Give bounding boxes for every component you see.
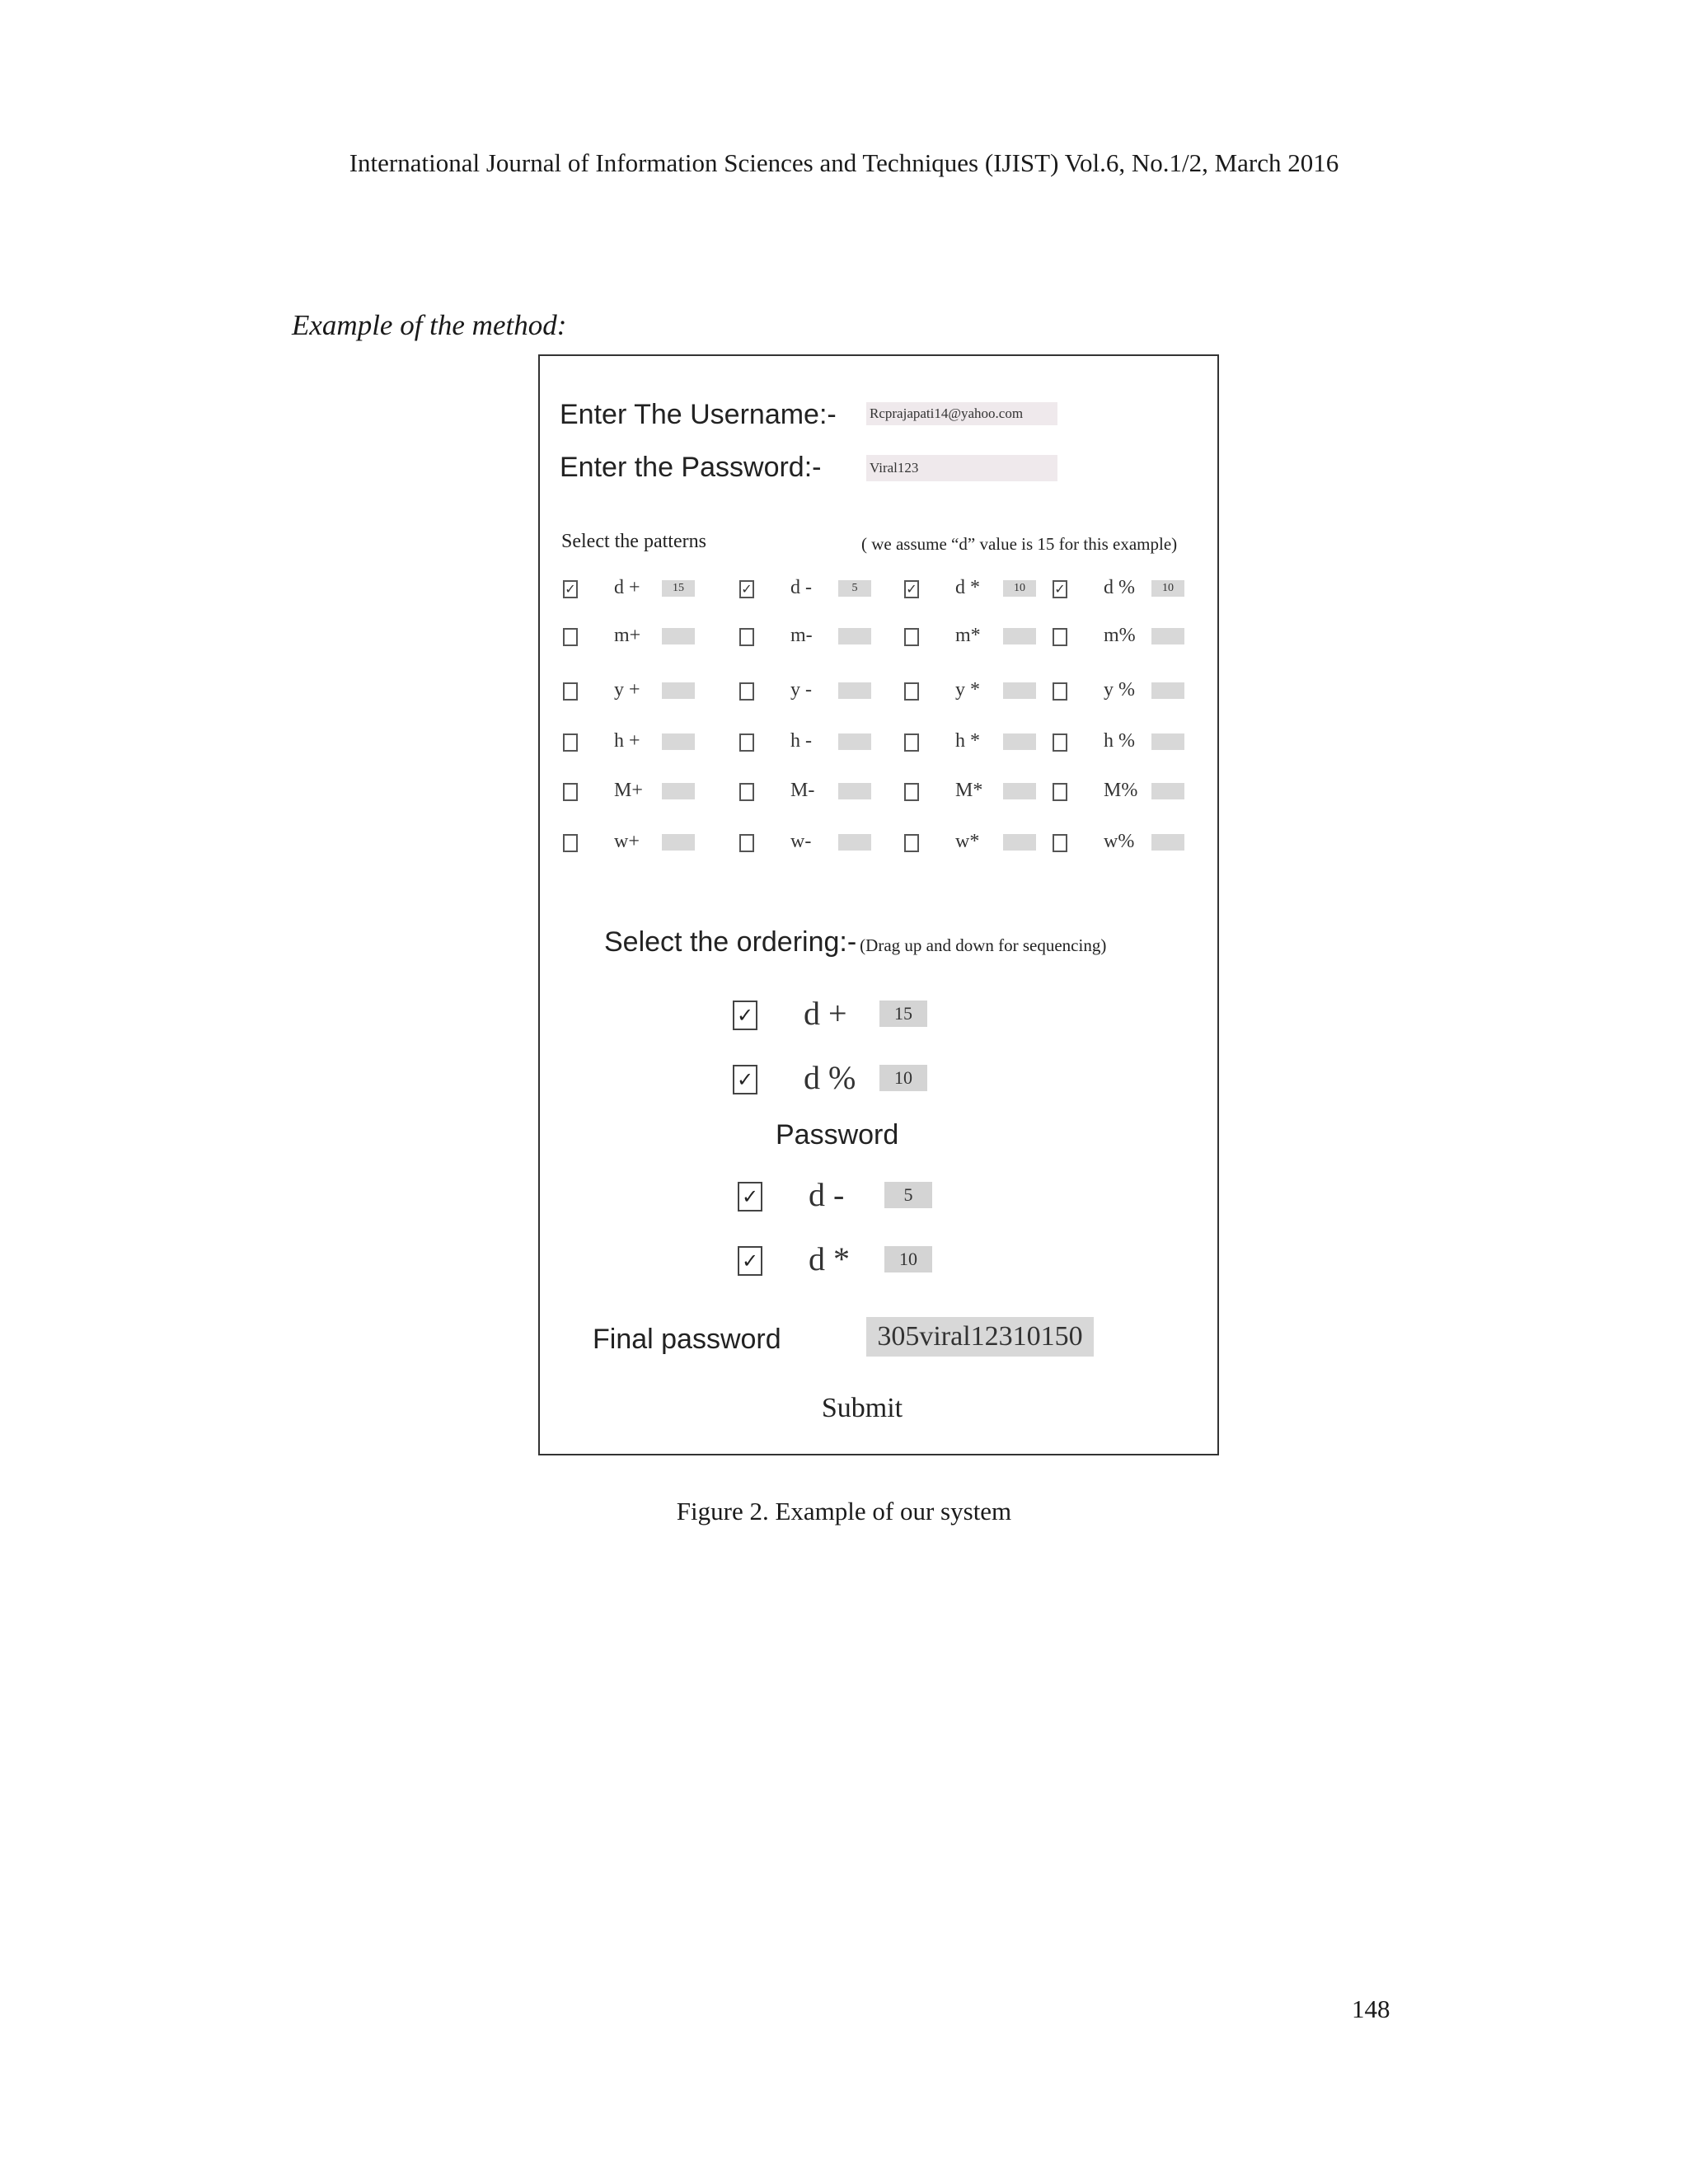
- pattern-label: m-: [790, 625, 813, 646]
- pattern-value-field[interactable]: [1003, 628, 1036, 644]
- pattern-label: y %: [1104, 679, 1135, 701]
- pattern-value-field[interactable]: [662, 834, 695, 851]
- pattern-label: d *: [955, 577, 980, 598]
- pattern-value-field[interactable]: [1003, 834, 1036, 851]
- pattern-value-field[interactable]: [662, 628, 695, 644]
- ordering-label: Select the ordering:-: [604, 926, 857, 958]
- pattern-checkbox[interactable]: [1053, 733, 1067, 752]
- pattern-label: h +: [614, 730, 640, 752]
- order-checkbox[interactable]: ✓: [738, 1182, 762, 1212]
- pattern-label: d +: [614, 577, 640, 598]
- pattern-checkbox[interactable]: [563, 834, 578, 852]
- pattern-label: M%: [1104, 780, 1138, 801]
- order-value-field[interactable]: 10: [884, 1246, 932, 1272]
- pattern-checkbox[interactable]: [904, 682, 919, 701]
- pattern-value-field[interactable]: [662, 682, 695, 699]
- order-checkbox[interactable]: ✓: [733, 1065, 757, 1094]
- pattern-label: h -: [790, 730, 812, 752]
- pattern-value-field[interactable]: [838, 733, 871, 750]
- pattern-checkbox[interactable]: [739, 682, 754, 701]
- order-value-field[interactable]: 15: [879, 1001, 927, 1027]
- pattern-value-field[interactable]: [662, 733, 695, 750]
- pattern-checkbox[interactable]: [563, 682, 578, 701]
- final-password-label: Final password: [593, 1324, 781, 1355]
- pattern-checkbox[interactable]: [904, 834, 919, 852]
- pattern-label: h *: [955, 730, 980, 752]
- pattern-label: y -: [790, 679, 812, 701]
- pattern-label: w+: [614, 831, 640, 852]
- journal-header: International Journal of Information Sciences and Techniques (IJIST) Vol.6, No.1/2, March 2016: [349, 148, 1339, 177]
- pattern-checkbox[interactable]: [563, 628, 578, 646]
- pattern-checkbox[interactable]: [1053, 628, 1067, 646]
- pattern-value-field[interactable]: [1151, 733, 1184, 750]
- pattern-label: w%: [1104, 831, 1135, 852]
- pattern-checkbox[interactable]: ✓: [1053, 580, 1067, 598]
- order-checkbox[interactable]: ✓: [733, 1001, 757, 1030]
- final-password-field: 305viral12310150: [866, 1317, 1094, 1357]
- order-value-field[interactable]: 5: [884, 1182, 932, 1208]
- pattern-value-field[interactable]: [838, 783, 871, 799]
- pattern-checkbox[interactable]: ✓: [563, 580, 578, 598]
- pattern-label: m*: [955, 625, 981, 646]
- pattern-checkbox[interactable]: [1053, 682, 1067, 701]
- pattern-value-field[interactable]: 10: [1151, 580, 1184, 597]
- pattern-label: M-: [790, 780, 815, 801]
- figure-screenshot: [538, 354, 1219, 1455]
- pattern-label: M*: [955, 780, 983, 801]
- order-label: d *: [809, 1240, 850, 1277]
- pattern-value-field[interactable]: [1003, 682, 1036, 699]
- pattern-checkbox[interactable]: [563, 733, 578, 752]
- pattern-label: d %: [1104, 577, 1135, 598]
- pattern-checkbox[interactable]: [904, 783, 919, 801]
- pattern-label: y +: [614, 679, 640, 701]
- pattern-value-field[interactable]: 10: [1003, 580, 1036, 597]
- pattern-value-field[interactable]: 5: [838, 580, 871, 597]
- ordering-note: (Drag up and down for sequencing): [860, 935, 1107, 955]
- submit-button[interactable]: [540, 1393, 1217, 1424]
- pattern-value-field[interactable]: [838, 628, 871, 644]
- pattern-checkbox[interactable]: [1053, 783, 1067, 801]
- pattern-checkbox[interactable]: [739, 834, 754, 852]
- password-marker: Password: [776, 1119, 899, 1151]
- pattern-value-field[interactable]: 15: [662, 580, 695, 597]
- section-label: Example of the method:: [292, 309, 567, 341]
- pattern-checkbox[interactable]: [563, 783, 578, 801]
- pattern-label: d -: [790, 577, 812, 598]
- order-checkbox[interactable]: ✓: [738, 1246, 762, 1276]
- pattern-value-field[interactable]: [662, 783, 695, 799]
- pattern-value-field[interactable]: [1003, 783, 1036, 799]
- pattern-label: h %: [1104, 730, 1135, 752]
- pattern-checkbox[interactable]: [739, 783, 754, 801]
- pattern-value-field[interactable]: [1151, 628, 1184, 644]
- order-label: d %: [804, 1059, 856, 1096]
- pattern-value-field[interactable]: [1151, 682, 1184, 699]
- pattern-checkbox[interactable]: [1053, 834, 1067, 852]
- pattern-value-field[interactable]: [838, 682, 871, 699]
- figure-caption: Figure 2. Example of our system: [676, 1497, 1012, 1526]
- pattern-label: m+: [614, 625, 641, 646]
- password-field[interactable]: Viral123: [866, 455, 1057, 481]
- pattern-checkbox[interactable]: ✓: [904, 580, 919, 598]
- password-label: Enter the Password:-: [560, 452, 822, 483]
- assumption-note: ( we assume “d” value is 15 for this example): [861, 534, 1178, 554]
- pattern-value-field[interactable]: [1151, 834, 1184, 851]
- pattern-label: m%: [1104, 625, 1136, 646]
- order-label: d +: [804, 995, 847, 1032]
- pattern-value-field[interactable]: [838, 834, 871, 851]
- pattern-checkbox[interactable]: [904, 628, 919, 646]
- order-label: d -: [809, 1176, 845, 1213]
- pattern-checkbox[interactable]: ✓: [739, 580, 754, 598]
- pattern-checkbox[interactable]: [739, 733, 754, 752]
- page-number: 148: [1352, 1994, 1390, 2023]
- pattern-label: y *: [955, 679, 980, 701]
- pattern-label: w-: [790, 831, 812, 852]
- pattern-checkbox[interactable]: [904, 733, 919, 752]
- pattern-value-field[interactable]: [1151, 783, 1184, 799]
- pattern-label: M+: [614, 780, 643, 801]
- order-value-field[interactable]: 10: [879, 1065, 927, 1091]
- pattern-value-field[interactable]: [1003, 733, 1036, 750]
- username-field[interactable]: Rcprajapati14@yahoo.com: [866, 402, 1057, 425]
- username-label: Enter The Username:-: [560, 399, 837, 430]
- pattern-checkbox[interactable]: [739, 628, 754, 646]
- pattern-label: w*: [955, 831, 980, 852]
- ordering-heading: [604, 926, 1106, 958]
- submit-label: Submit: [821, 1393, 903, 1423]
- patterns-label: Select the patterns: [561, 531, 706, 552]
